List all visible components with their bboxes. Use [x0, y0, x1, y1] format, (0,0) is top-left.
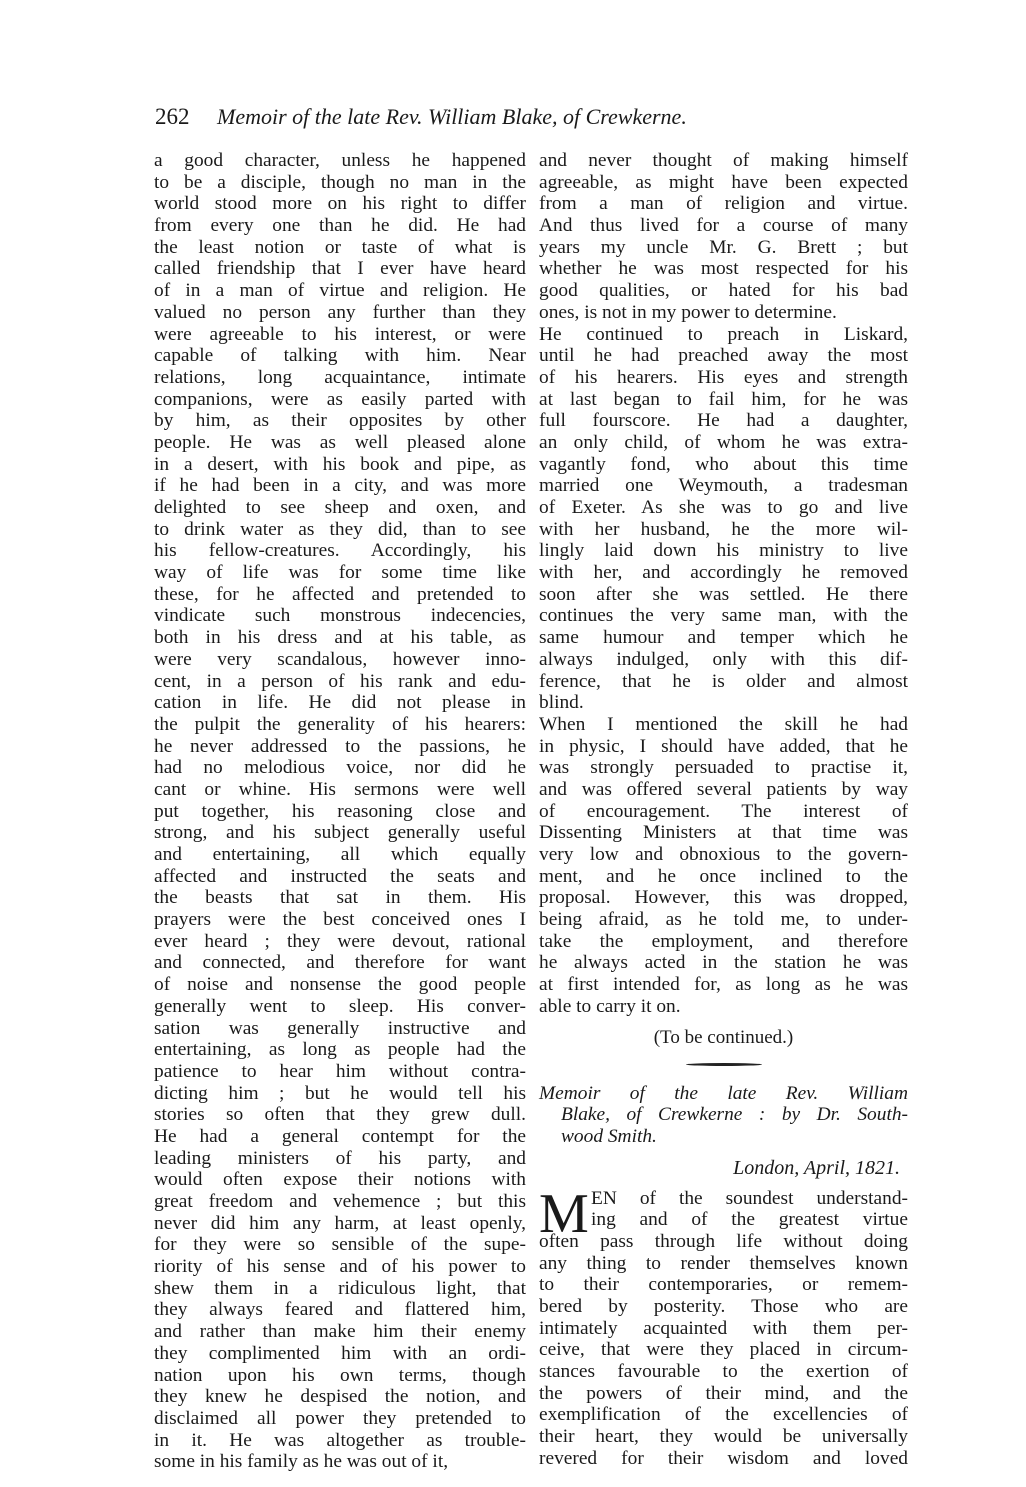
text-line: strong, and his subject generally useful — [154, 822, 526, 844]
text-line: continues the very same man, with the — [539, 605, 908, 627]
text-line: shew them in a ridiculous light, that — [154, 1277, 526, 1299]
text-line: the least notion or taste of what is — [154, 236, 526, 258]
text-line: any thing to render themselves known — [539, 1252, 908, 1274]
text-line: they complimented him with an ordi- — [154, 1342, 526, 1364]
text-line: vagantly fond, who about this time — [539, 453, 908, 475]
text-line: entertaining, as long as people had the — [154, 1039, 526, 1061]
text-line: soon after she was settled. He there — [539, 583, 908, 605]
text-line: He continued to preach in Liskard, — [539, 323, 908, 345]
text-line: and was offered several patients by way — [539, 778, 908, 800]
text-line: disclaimed all power they pretended to — [154, 1407, 526, 1429]
text-line: cant or whine. His sermons were well — [154, 778, 526, 800]
text-line: riority of his sense and of his power to — [154, 1256, 526, 1278]
to-be-continued-note: (To be continued.) — [653, 1026, 794, 1048]
text-line: for they were so sensible of the supe- — [154, 1234, 526, 1256]
text-line: of encouragement. The interest of — [539, 800, 908, 822]
text-line: both in his dress and at his table, as — [154, 627, 526, 649]
text-line: a good character, unless he happened — [154, 150, 526, 171]
text-line: of his hearers. His eyes and strength — [539, 366, 908, 388]
text-line: Blake, of Crewkerne : by Dr. South- — [561, 1104, 908, 1126]
text-line: the pulpit the generality of his hearers: — [154, 713, 526, 735]
text-line: always indulged, only with this dif- — [539, 648, 908, 670]
text-line: generally went to sleep. His conver- — [154, 995, 526, 1017]
text-line: ever heard ; they were devout, rational — [154, 930, 526, 952]
text-line: proposal. However, this was dropped, — [539, 887, 908, 909]
text-line: his fellow-creatures. Accordingly, his — [154, 540, 526, 562]
text-line: same humour and temper which he — [539, 627, 908, 649]
article-title — [539, 1083, 908, 1148]
text-line: lingly laid down his ministry to live — [539, 540, 908, 562]
text-line: to drink water as they did, than to see — [154, 518, 526, 540]
text-line: years my uncle Mr. G. Brett ; but — [539, 236, 908, 258]
text-line: from every one than he did. He had — [154, 215, 526, 237]
text-line: relations, long acquaintance, intimate — [154, 366, 526, 388]
text-line: way of life was for some time like — [154, 562, 526, 584]
text-line: of in a man of virtue and religion. He — [154, 280, 526, 302]
text-line: married one Weymouth, a tradesman — [539, 475, 908, 497]
text-line: the powers of their mind, and the — [539, 1382, 908, 1404]
text-line: being afraid, as he told me, to under- — [539, 909, 908, 931]
running-title: Memoir of the late Rev. William Blake, of Crewkerne. — [217, 104, 687, 129]
text-line: he never addressed to the passions, he — [154, 735, 526, 757]
text-line: EN of the soundest understand- — [591, 1187, 908, 1209]
text-line: blind. — [539, 692, 584, 714]
text-line: full fourscore. He had a daughter, — [539, 410, 908, 432]
text-line: in it. He was altogether as trouble- — [154, 1429, 526, 1451]
text-line: put together, his reasoning close and — [154, 800, 526, 822]
text-line: an only child, of whom he was extra- — [539, 431, 908, 453]
text-line: they knew he despised the notion, and — [154, 1386, 526, 1408]
text-line: with her, and accordingly he removed — [539, 562, 908, 584]
text-line: were very scandalous, however inno- — [154, 648, 526, 670]
text-line: to their contemporaries, or remem- — [539, 1274, 908, 1296]
text-line: of Exeter. As she was to go and live — [539, 497, 908, 518]
page-header — [155, 104, 915, 130]
article-body — [539, 1182, 908, 1470]
text-line: and entertaining, all which equally — [154, 844, 526, 865]
text-line: ment, and he once inclined to the — [539, 865, 908, 887]
text-line: capable of talking with him. Near — [154, 345, 526, 367]
text-line: leading ministers of his party, and — [154, 1147, 526, 1169]
text-line: companions, were as easily parted with — [154, 388, 526, 410]
text-line: sation was generally instructive and — [154, 1017, 526, 1039]
text-line: When I mentioned the skill he had — [539, 713, 908, 735]
text-line: and rather than make him their enemy — [154, 1321, 526, 1343]
text-line: would often expose their notions with — [154, 1169, 526, 1191]
text-line: ing and of the greatest virtue — [591, 1209, 908, 1231]
text-line: vindicate such monstrous indecencies, — [154, 605, 526, 627]
text-line: great freedom and vehemence ; but this — [154, 1191, 526, 1212]
text-line: affected and instructed the seats and — [154, 865, 526, 887]
text-line: if he had been in a city, and was more — [154, 475, 526, 497]
text-line: cation in life. He did not please in — [154, 692, 526, 714]
text-line: with her husband, he the more wil- — [539, 518, 908, 540]
text-line: very low and obnoxious to the govern- — [539, 844, 908, 865]
text-line: their heart, they would be universally — [539, 1426, 908, 1448]
text-line: intimately acquainted with them per- — [539, 1317, 908, 1339]
section-divider — [686, 1063, 762, 1066]
text-line: and never thought of making himself — [539, 150, 908, 171]
text-line: valued no person any further than they — [154, 301, 526, 323]
text-line: stances favourable to the exertion of — [539, 1361, 908, 1383]
text-line: world stood more on his right to differ — [154, 193, 526, 215]
text-line: prayers were the best conceived ones I — [154, 909, 526, 931]
text-line: these, for he affected and pretended to — [154, 583, 526, 605]
text-line: in physic, I should have added, that he — [539, 735, 908, 757]
text-line: ones, is not in my power to determine. — [539, 301, 837, 323]
text-line: patience to hear him without contra- — [154, 1060, 526, 1082]
text-line: often pass through life without doing — [539, 1230, 908, 1252]
left-column — [154, 150, 526, 1473]
text-line: never did him any harm, at least openly, — [154, 1212, 526, 1234]
text-line: able to carry it on. — [539, 995, 681, 1017]
text-line: delighted to see sheep and oxen, and — [154, 497, 526, 518]
continued-memoir-text — [539, 150, 908, 1018]
text-line: agreeable, as might have been expected — [539, 171, 908, 193]
text-line: exemplification of the excellencies of — [539, 1404, 908, 1426]
text-line: and connected, and therefore for want — [154, 952, 526, 974]
text-line: by him, as their opposites by other — [154, 410, 526, 432]
text-line: ceive, that were they placed in circum- — [539, 1339, 908, 1361]
text-line: good qualities, or hated for his bad — [539, 280, 908, 302]
text-line: until he had preached away the most — [539, 345, 908, 367]
text-line: called friendship that I ever have heard — [154, 258, 526, 280]
text-line: at first intended for, as long as he was — [539, 974, 908, 996]
text-line: the beasts that sat in them. His — [154, 887, 526, 909]
text-line: people. He was as well pleased alone — [154, 431, 526, 453]
text-line: ference, that he is older and almost — [539, 670, 908, 692]
drop-cap: M — [539, 1182, 589, 1245]
text-line: nation upon his own terms, though — [154, 1364, 526, 1386]
text-line: Dissenting Ministers at that time was — [539, 822, 908, 844]
text-line: He had a general contempt for the — [154, 1125, 526, 1147]
text-line: were agreeable to his interest, or were — [154, 323, 526, 345]
text-line: And thus lived for a course of many — [539, 215, 908, 237]
text-line: some in his family as he was out of it, — [154, 1451, 449, 1473]
text-line: of noise and nonsense the good people — [154, 974, 526, 996]
text-line: in a desert, with his book and pipe, as — [154, 453, 526, 475]
text-line: revered for their wisdom and loved — [539, 1447, 908, 1469]
text-line: bered by posterity. Those who are — [539, 1296, 908, 1317]
text-line: had no melodious voice, nor did he — [154, 757, 526, 779]
text-line: take the employment, and therefore — [539, 930, 908, 952]
text-line: stories so often that they grew dull. — [154, 1104, 526, 1126]
text-line: whether he was most respected for his — [539, 258, 908, 280]
text-line: at last began to fail him, for he was — [539, 388, 908, 410]
text-line: Memoir of the late Rev. William — [539, 1082, 908, 1104]
right-column — [539, 150, 908, 1470]
text-line: cent, in a person of his rank and edu- — [154, 670, 526, 692]
text-line: to be a disciple, though no man in the — [154, 171, 526, 193]
text-line: they always feared and flattered him, — [154, 1299, 526, 1321]
text-line: from a man of religion and virtue. — [539, 193, 908, 215]
article-dateline: London, April, 1821. — [733, 1156, 900, 1179]
text-line: dicting him ; but he would tell his — [154, 1082, 526, 1104]
text-line: wood Smith. — [561, 1125, 657, 1147]
page-number: 262 — [155, 104, 190, 129]
text-line: was strongly persuaded to practise it, — [539, 757, 908, 779]
text-line: he always acted in the station he was — [539, 952, 908, 974]
